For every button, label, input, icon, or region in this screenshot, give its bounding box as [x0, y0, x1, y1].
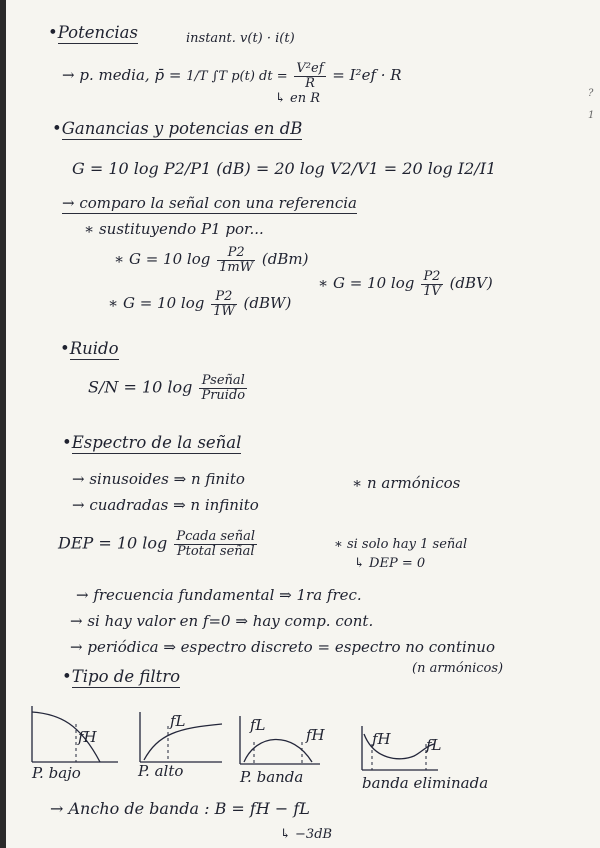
dbv-formula: ∗ G = 10 log $\frac{P2}{1V}$ (dBV)	[318, 269, 493, 299]
section-title-ruido: •Ruido	[60, 339, 119, 358]
bandstop-fl-label: fL	[426, 736, 442, 754]
dep-zero-note: ↳ DEP = 0	[354, 556, 426, 571]
dc-component-line: → si hay valor en f=0 ⇒ hay comp. cont.	[70, 612, 374, 630]
compare-reference: → comparo la señal con una referencia	[62, 194, 357, 212]
gain-formula: G = 10 log P2/P1 (dB) = 20 log V2/V1 = 20 log I2/I1	[72, 159, 497, 178]
single-signal-note: ∗ si solo hay 1 señal	[334, 537, 468, 552]
bandstop-fh-label: fH	[372, 730, 391, 748]
snr-formula: S/N = 10 log $\frac{\text{Pseñal}}{\text{Pruido}}$	[88, 373, 246, 403]
section-title-filtro: •Tipo de filtro	[62, 667, 181, 686]
section-title-potencias: •Potencias	[48, 23, 138, 42]
periodic-line: → periódica ⇒ espectro discreto = espectro no continuo	[70, 638, 496, 656]
bandpass-fl-label: fL	[250, 716, 266, 734]
harmonics-note: ∗ n armónicos	[352, 474, 461, 492]
dbm-formula: ∗ G = 10 log $\frac{P2}{1mW}$ (dBm)	[114, 245, 309, 275]
bandpass-fh-label: fH	[306, 726, 325, 744]
page-edge-shadow	[0, 0, 6, 848]
square-line: → cuadradas ⇒ n infinito	[72, 496, 259, 514]
en-r-note: ↳ en R	[275, 91, 321, 106]
bandstop-label: banda eliminada	[362, 774, 489, 792]
sinusoids-line: → sinusoides ⇒ n finito	[72, 470, 245, 488]
section-title-ganancias: •Ganancias y potencias en dB	[52, 119, 303, 138]
harmonics-paren: (n armónicos)	[412, 661, 504, 676]
margin-mark: ?	[588, 88, 594, 99]
dbw-formula: ∗ G = 10 log $\frac{P2}{1W}$ (dBW)	[108, 289, 292, 319]
minus-3db-note: ↳ −3dB	[280, 827, 333, 842]
lowpass-sketch	[30, 706, 120, 766]
vef-fraction: $\frac{\text{V²ef}}{R}$	[296, 61, 324, 91]
lowpass-label: P. bajo	[32, 764, 81, 782]
instant-power-note: instant. v(t) · i(t)	[186, 31, 295, 46]
dep-formula: DEP = 10 log $\frac{\text{Pcada señal}}{\text{Ptotal señal}}$	[58, 529, 256, 559]
substitute-p1: ∗ sustituyendo P1 por...	[84, 220, 264, 238]
margin-mark: 1	[588, 110, 595, 121]
section-title-espectro: •Espectro de la señal	[62, 433, 242, 452]
bandwidth-formula: → Ancho de banda : B = fH − fL	[50, 799, 310, 818]
highpass-fl-label: fL	[170, 712, 186, 730]
lowpass-fh-label: fH	[78, 728, 97, 746]
bandpass-label: P. banda	[240, 768, 304, 786]
mean-power-formula: → p. media, p̄ = 1/T ∫T p(t) dt = $\frac{\text{V²ef}}{R}$ = I²ef · R	[62, 61, 402, 91]
fundamental-line: → frecuencia fundamental ⇒ 1ra frec.	[76, 586, 362, 604]
highpass-label: P. alto	[138, 762, 184, 780]
